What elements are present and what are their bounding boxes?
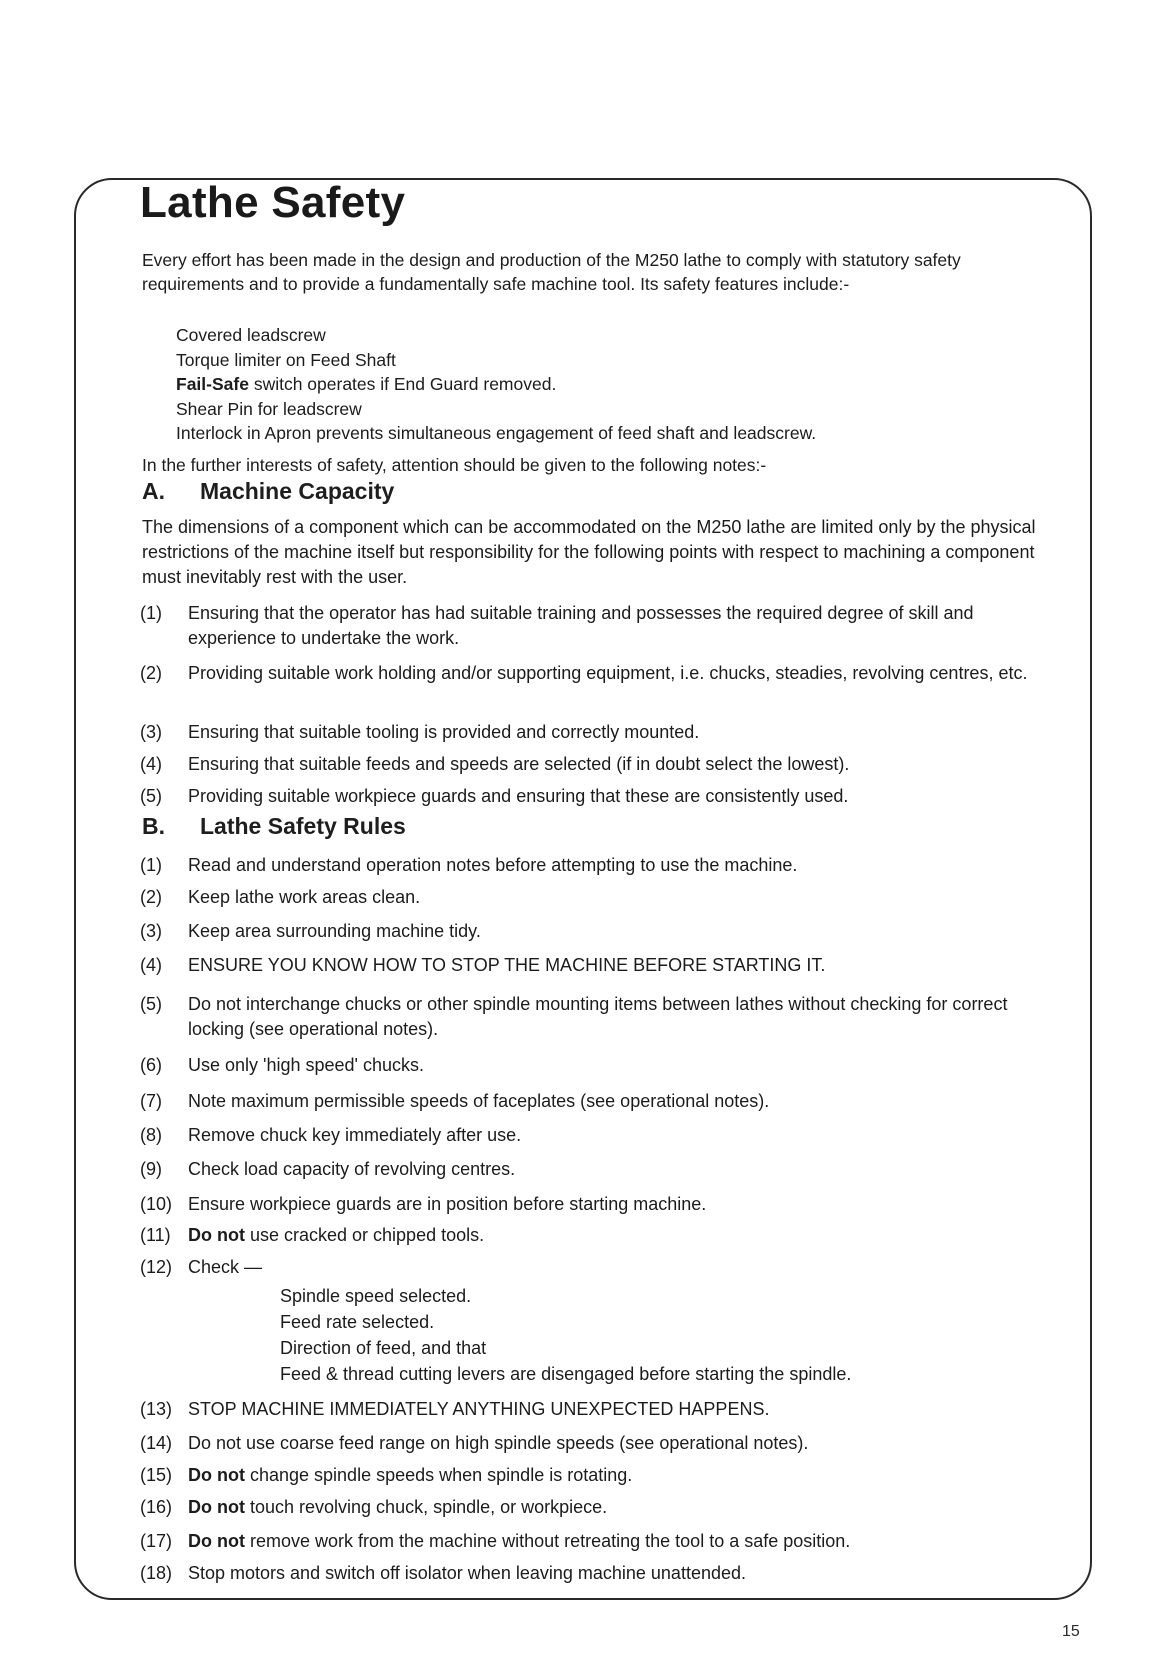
feature-item: Interlock in Apron prevents simultaneous engagement of feed shaft and leadscrew. bbox=[176, 423, 817, 443]
rule-item: (10) Ensure workpiece guards are in position before starting machine. bbox=[140, 1194, 707, 1214]
rule-item: (6) Use only 'high speed' chucks. bbox=[140, 1055, 425, 1075]
rule-item: (12) Check — bbox=[140, 1257, 263, 1277]
safety-note: In the further interests of safety, attention should be given to the following notes:- bbox=[142, 455, 767, 475]
rule-item: (11) Do not use cracked or chipped tools. bbox=[140, 1225, 485, 1245]
rule-item: (7) Note maximum permissible speeds of faceplates (see operational notes). bbox=[140, 1091, 770, 1111]
section-a-heading bbox=[142, 478, 394, 505]
rule-item: (5) Do not interchange chucks or other spindle mounting items between lathes without checking for correct locking (see operational notes). bbox=[140, 994, 1008, 1039]
page-number: 15 bbox=[1062, 1623, 1080, 1640]
page-title: Lathe Safety bbox=[140, 178, 406, 227]
feature-item: Covered leadscrew bbox=[176, 325, 326, 345]
section-a-title: Machine Capacity bbox=[200, 478, 395, 504]
check-item: Feed & thread cutting levers are disengaged before starting the spindle. bbox=[280, 1364, 852, 1384]
section-b-heading bbox=[142, 813, 406, 840]
rule-item: (16) Do not touch revolving chuck, spindle, or workpiece. bbox=[140, 1497, 608, 1517]
section-a-letter: A. bbox=[142, 478, 165, 504]
rule-item: (14) Do not use coarse feed range on high spindle speeds (see operational notes). bbox=[140, 1433, 809, 1453]
feature-item: Fail-Safe switch operates if End Guard removed. bbox=[176, 374, 557, 394]
capacity-item: (5) Providing suitable workpiece guards and ensuring that these are consistently used. bbox=[140, 786, 849, 806]
check-item: Direction of feed, and that bbox=[280, 1338, 487, 1358]
rule-item: (17) Do not remove work from the machine without retreating the tool to a safe position. bbox=[140, 1531, 851, 1551]
section-b-letter: B. bbox=[142, 813, 165, 839]
rule-item: (13) STOP MACHINE IMMEDIATELY ANYTHING UNEXPECTED HAPPENS. bbox=[140, 1399, 770, 1419]
safety-features-list bbox=[176, 323, 816, 446]
rule-item: (2) Keep lathe work areas clean. bbox=[140, 887, 421, 907]
check-item: Spindle speed selected. bbox=[280, 1286, 472, 1306]
section-b-title: Lathe Safety Rules bbox=[200, 813, 406, 839]
rule-item: (1) Read and understand operation notes before attempting to use the machine. bbox=[140, 855, 798, 875]
rule-item: (4) ENSURE YOU KNOW HOW TO STOP THE MACHINE BEFORE STARTING IT. bbox=[140, 955, 826, 975]
rule-item: (15) Do not change spindle speeds when spindle is rotating. bbox=[140, 1465, 633, 1485]
rule-item: (3) Keep area surrounding machine tidy. bbox=[140, 921, 481, 941]
capacity-item: (3) Ensuring that suitable tooling is provided and correctly mounted. bbox=[140, 722, 700, 742]
feature-item: Shear Pin for leadscrew bbox=[176, 398, 362, 419]
spindle-check-list bbox=[280, 1283, 851, 1387]
rule-item: (9) Check load capacity of revolving centres. bbox=[140, 1159, 516, 1179]
intro-paragraph: Every effort has been made in the design and production of the M250 lathe to comply with statutory safety requirements and to provide a fundamentally safe machine tool. Its safety features include:- bbox=[142, 250, 961, 294]
capacity-item: (2) Providing suitable work holding and/or supporting equipment, i.e. chucks, steadies, revolving centres, etc. bbox=[140, 663, 1028, 683]
check-item: Feed rate selected. bbox=[280, 1312, 435, 1332]
section-a-paragraph: The dimensions of a component which can be accommodated on the M250 lathe are limited only by the physical restrictions of the machine itself but responsibility for the following points with respect to machining a component must inevitably rest with the user. bbox=[142, 517, 1036, 587]
feature-item: Torque limiter on Feed Shaft bbox=[176, 349, 396, 370]
capacity-item: (4) Ensuring that suitable feeds and speeds are selected (if in doubt select the lowest). bbox=[140, 754, 850, 774]
rule-item: (18) Stop motors and switch off isolator when leaving machine unattended. bbox=[140, 1563, 746, 1583]
capacity-item: (1) Ensuring that the operator has had suitable training and possesses the required degree of skill and experience to undertake the work. bbox=[140, 603, 974, 648]
rule-item: (8) Remove chuck key immediately after use. bbox=[140, 1125, 522, 1145]
